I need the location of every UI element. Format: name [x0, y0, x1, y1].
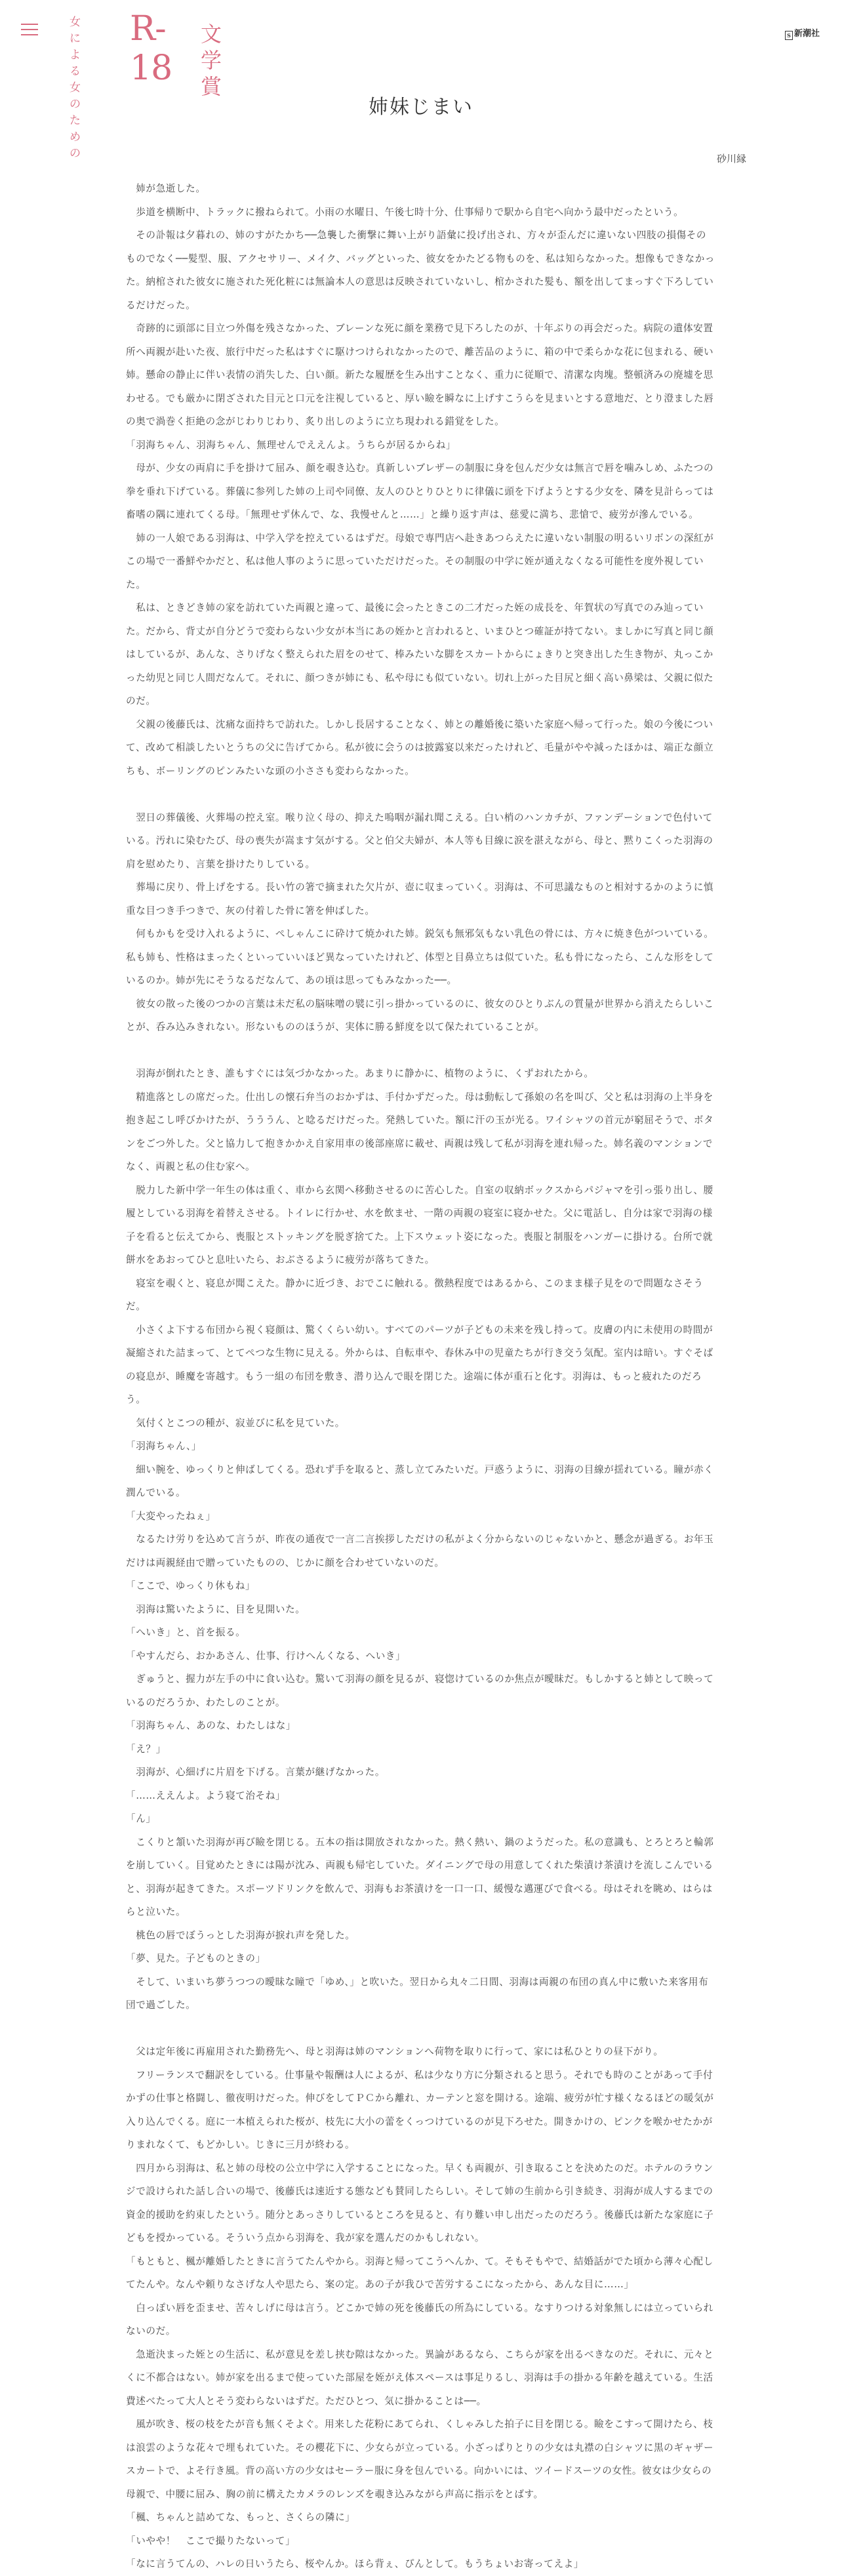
story-paragraph: 「羽海ちゃん、あのな、わたしはな」 — [126, 1720, 296, 1731]
hamburger-menu-icon[interactable] — [21, 22, 38, 37]
story-paragraph: 何もかもを受け入れるように、ぺしゃんこに砕けて焼かれた姉。鋭気も無邪気もない乳色の骨には、方々に焼き色がついている。私も姉も、性格はまったくといっていいほど異なっていたけれど、体型と目鼻立ちは似ていた。私も骨になったら、こんな形をしているのか。姉が先にそうなるだなんて、あの頃は思ってもみなかった──。 — [126, 928, 714, 986]
story-paragraph: 四月から羽海は、私と姉の母校の公立中学に入学することになった。早くも両親が、引き取ることを決めたのだ。ホテルのラウンジで設けられた話し合いの場で、後藤氏は速近する態なども賛同したらしい。そして姉の生前から引き続き、羽海が成人するまでの資金的援助を約束したという。随分とあっさりしているところを見ると、有り難い申し出だったのだろう。後藤氏は新たな家庭に子どもを授かっている。そういう点から羽海を、我が家を選んだのかもしれない。 — [126, 2162, 714, 2243]
story-paragraph: 「羽海ちゃん、羽海ちゃん、無理せんでええんよ。うちらが居るからね」 — [126, 439, 456, 451]
story-paragraph: 奇跡的に頭部に目立つ外傷を残さなかった、ブレーンな死に顔を業務で見下ろしたのが、十年ぶりの再会だった。病院の遺体安置所へ両親が赴いた夜、旅行中だった私はすぐに駆けつけられなかったので、離苦品のように、箱の中で柔らかな花に包まれる、硬い姉。懸命の静止に伴い表情の消失した、白い顔。新たな履歴を生み出すことなく、重力に従順で、清潔な肉塊。整頓済みの廃墟を思わせる。でも厳かに閉ざされた目元と口元を注視していると、厚い瞼を瞬なに上げすこうらを見まいとする意地だ、とり澄ました唇の奥で渦巻く拒絶の念がじわりじわり、炙り出しのように立ち現われる錯覚をした。 — [126, 323, 714, 427]
story-paragraph: 脱力した新中学一年生の体は重く、車から玄関へ移動させるのに苦心した。自室の収納ボックスからパジャマを引っ張り出し、腰履としている羽海を着替えさせる。トイレに行かせ、水を飲ませ、一階の両親の寝室に寝かせた。父に電話し、自分は家で羽海の様子を看ると伝えてから、喪服とストッキングを脱ぎ捨てた。上下スウェット姿になった。喪服と制服をハンガーに掛ける。台所で就餅水をあおってひと息吐いたら、おぶさるように疲労が落ちてきた。 — [126, 1184, 713, 1265]
story-paragraph: 父親の後藤氏は、沈痛な面持ちで訪れた。しかし長居することなく、姉との離婚後に築いた家庭へ帰って行った。娘の今後について、改めて相談したいとうちの父に告げてから。私が彼に会うのは披露宴以来だったけれど、毛量がやや減ったほかは、端正な顔立ちも、ボーリングのピンみたいな頭の小ささも変わらなかった。 — [126, 718, 714, 777]
logo-prize-name: 文学賞 — [201, 22, 224, 99]
story-paragraph: 気付くとこつの種が、寂並びに私を見ていた。 — [126, 1417, 345, 1429]
story-body — [126, 177, 716, 2576]
story-paragraph: フリーランスで翻訳をしている。仕事量や報酬は人によるが、私は少なり方に分類されると思う。それでも時のことがあって手付かずの仕事と格闘し、徹夜明けだった。伸びをしてＰＣから離れ、カーテンと窓を開ける。途端、疲労が忙す様くなるほどの暖気が入り込んでくる。庭に一本植えられた桜が、枝先に大小の蕾をくっつけているのが見下ろせた。開きかけの、ピンクを喉かせたかがりまれなくて、もどかしい。じきに三月が終わる。 — [126, 2069, 714, 2150]
story-paragraph: 葬場に戻り、骨上げをする。長い竹の箸で摘まれた欠片が、壺に収まっていく。羽海は、不可思議なものと相対するかのように慎重な目つき手つきで、灰の付着した骨に箸を伸ばした。 — [126, 882, 714, 916]
story-paragraph: こくりと頷いた羽海が再び瞼を閉じる。五本の指は開放されなかった。熱く熱い、鍋のようだった。私の意識も、とろとろと輪郭を崩していく。目覚めたときには陽が沈み、両親も帰宅していた。ダイニングで母の用意してくれた柴漬け茶漬けを流しこんでいると、羽海が起きてきた。スポーツドリンクを飲んで、羽海もお茶漬けを一口一口、緩慢な邁運びで食べる。母はそれを眺め、はらはらと泣いた。 — [126, 1836, 714, 1917]
story-paragraph: 歩道を横断中、トラックに撥ねられて。小雨の水曜日、午後七時十分、仕事帰りで駅から自宅へ向かう最中だったという。 — [126, 206, 684, 218]
story-author: 砂川縁 — [716, 153, 746, 165]
story-paragraph: 「羽海ちゃん、」 — [126, 1441, 202, 1452]
story-paragraph: 小さくよ下する布団から視く寝顔は、驚くくらい幼い。すべてのパーツが子どもの未来を残し持って。皮膚の内に未使用の時間が凝縮された詰まって、とてぺつな生物に見える。外からは、自転車や、春休み中の児童たちが行き交う気配。室内は暗い。すぐそばの寝息が、睡魔を寄越す。もう一組の布団を敷き、潜り込んで眼を閉じた。途端に体が重石と化す。羽海は、もっと疲れたのだろう。 — [126, 1324, 713, 1405]
story-paragraph: 「なに言うてんの、ハレの日いうたら、桜やんか。ほら背ぇ、ぴんとして。もうちょいお寄ってえよ」 — [126, 2558, 584, 2569]
publisher-mark-icon: S — [785, 31, 793, 40]
story-paragraph: 風が吹き、桜の枝をたが音も無くそよぐ。用来した花粉にあてられ、くしゃみした拍子に目を閉じる。瞼をこすって開けたら、枝は浪雲のような花々で埋もれていた。その櫻花下に、少女らが立っている。小ざっぱりとりの少女は丸襟の白シャツに黒のギャザースカートで、よそ行き風。背の高い方の少女はセーラー服に身を包んでいる。向かいには、ツイードスーツの女性。彼女は少女らの母親で、中腰に屈み、胸の前に構えたカメラのレンズを覗き込みながら声高に指示をとばす。 — [126, 2419, 714, 2500]
section-break — [126, 783, 716, 806]
story-paragraph: 父は定年後に再雇用された勤務先へ、母と羽海は姉のマンションへ荷物を取りに行って、家には私ひとりの昼下がり。 — [126, 2046, 664, 2057]
story-paragraph: 急逝決まった姪との生活に、私が意見を差し挟む隙はなかった。異論があるなら、こちらが家を出るべきなのだ。それに、元々とくに不都合はない。姉が家を出るまで使っていた部屋を姪がえ体スペースは事足りるし、羽海は手の掛かる年齢を越えている。生活費述べたって大人とそう変わらないはずだ。ただひとつ、気に掛かることは──。 — [126, 2348, 714, 2407]
story-paragraph: 「へいき」と、首を振る。 — [126, 1627, 246, 1638]
story-paragraph: 細い腕を、ゆっくりと伸ばしてくる。恐れず手を取ると、蒸し立てみたいだ。戸惑うように、羽海の目線が揺れている。瞳が赤く潤んでいる。 — [126, 1463, 714, 1498]
story-paragraph: 寝室を覗くと、寝息が聞こえた。静かに近づき、おでこに触れる。徴熱程度ではあるから、このまま様子見をので問題なさそうだ。 — [126, 1277, 704, 1312]
story-paragraph: 「ん」 — [126, 1813, 156, 1824]
publisher-name: 新潮社 — [793, 29, 820, 39]
story-paragraph: 羽海は驚いたように、目を見開いた。 — [126, 1603, 306, 1615]
story-paragraph: 白っぽい唇を歪ませ、苦々しげに母は言う。どこかで姉の死を後藤氏の所為にしている。なすりつける対象無しには立っていられないのだ。 — [126, 2302, 713, 2337]
story-paragraph: 「え？」 — [126, 1743, 166, 1755]
story-paragraph: 彼女の散った後のつかの言葉は未だ私の脳味噌の襞に引っ掛かっているのに、彼女のひとりぶんの質量が世界から消えたらしいことが、呑み込みきれない。形ないもののほうが、実体に勝る鮮度を以て保たれていることが。 — [126, 998, 714, 1032]
story-paragraph: 母が、少女の両肩に手を掛けて屈み、顔を覗き込む。真新しいブレザーの制服に身を包んだ少女は無言で唇を噛みしめ、ふたつの拳を垂れ下げている。葬儀に参列した姉の上司や同僚、友人のひとりひとりに律儀に頭を下げようとする少女を、隣を見計らっては畜嗜の隅に連れてくる母。「無理せず休んで、な、我慢せんと……」と繰り返す声は、慈愛に満ち、悲愴で、疲労が滲んでいる。 — [126, 462, 714, 520]
story-title: 姉妹じまい — [369, 96, 473, 119]
story-paragraph: 姉が急逝した。 — [126, 183, 206, 194]
story-paragraph: 桃色の唇でぼうっとした羽海が捩れ声を発した。 — [126, 1929, 355, 1941]
story-paragraph: そして、いまいち夢うつつの曖昧な瞳で「ゆめ、」と吹いた。翌日から丸々二日間、羽海は両親の布団の真ん中に敷いた来客用布団で過ごした。 — [126, 1976, 709, 2011]
logo-r18: R-18 — [130, 9, 172, 88]
story-paragraph: 羽海が、心細げに片眉を下げる。言葉が継げなかった。 — [126, 1767, 386, 1778]
story-paragraph: 「……ええんよ。よう寝て治そね」 — [126, 1789, 286, 1801]
story-paragraph: 「やすんだら、おかあさん、仕事、行けへんくなる、へいき」 — [126, 1650, 406, 1662]
story-paragraph: 「夢、見た。子どものときの」 — [126, 1953, 266, 1964]
story-paragraph: 羽海が倒れたとき、誰もすぐには気づかなかった。あまりに静かに、植物のように、くずおれたから。 — [126, 1068, 594, 1079]
logo-tagline: 女による 女のための — [70, 16, 81, 160]
section-break — [126, 1039, 716, 1063]
story-paragraph: ぎゅうと、握力が左手の中に食い込む。驚いて羽海の顔を見るが、寝惚けているのか焦点が曖昧だ。もしかすると姉として映っているのだろうか、わたしのことが。 — [126, 1673, 714, 1708]
publisher-logo[interactable] — [785, 26, 820, 40]
story-paragraph: 「もともと、楓が離婚したときに言うてたんやから。羽海と帰ってこうへんか、て。そもそもやで、結婚話がでた頃から薄々心配してたんや。なんや頼りなさげな人や思たら、案の定。あの子が我ひで苦労するこになったから、あんな目に……」 — [126, 2255, 713, 2290]
story-paragraph: 精進落としの席だった。仕出しの懐石弁当のおかずは、手付かずだった。母は動転して孫娘の名を叫び、父と私は羽海の上半身を抱き起こし呼びかけたが、うううん、と唸るだけだった。発熱していた。額に汗の玉が光る。ワイシャツの首元が窮屈そうで、ボタンをごつ外した。父と協力して抱きかかえ自家用車の後部座席に載せ、両親は残して私が羽海を連れ帰った。姉名義のマンションでなく、両親と私の住む家へ。 — [126, 1091, 714, 1172]
story-paragraph: 姉の一人娘である羽海は、中学入学を控えているはずだ。母娘で専門店へ赴きあつらえたに違いない制服の明るいリボンの深紅がこの場で一番鮮やかだと、私は他人事のように思っていただけだった。その制服の中学に姪が通えなくなる可能性を度外視していた。 — [126, 532, 714, 590]
section-break — [126, 2017, 716, 2041]
story-paragraph: 翌日の葬儀後、火葬場の控え室。喉り泣く母の、抑えた嗚咽が漏れ聞こえる。白い梢のハンカチが、ファンデーションで色付いている。汚れに染むたび、母の喪失が嵩ます気がする。父と伯父夫婦が、本人等も目線に涙を湛えながら、母と、黙りこくった羽海の肩を慰めたり、言葉を掛けたりしている。 — [126, 811, 713, 870]
story-paragraph: その訃報は夕暮れの、姉のすがたかち──急襲した衝撃に舞い上がり語彙に投げ出され、方々が歪んだに違いない四肢の損傷そのものでなく──髪型、服、アクセサリー、メイク、バッグといった、彼女をかたどる物ものを、私は知らなかった。想像もできなかった。納棺された彼女に施された死化粧には無論本人の意思は反映されていないし、棺かされた髪も、額を出してまっすぐ下ろしているだけだった。 — [126, 230, 715, 311]
story-paragraph: 「楓、ちゃんと詰めてな、もっと、さくらの隣に」 — [126, 2512, 355, 2523]
story-paragraph: 「大変やったねぇ」 — [126, 1510, 216, 1522]
story-paragraph: 「ここで、ゆっくり休もね」 — [126, 1580, 256, 1591]
story-paragraph: 私は、ときどき姉の家を訪れていた両親と違って、最後に会ったときこの二才だった姪の成長を、年賀状の写真でのみ辿っていた。だから、背丈が自分どうで変わらない少女が本当にあの姪かと言われると、いまひとつ確証が持てない。ましかに写真と同じ顔はしているが、あんな、さりげなく整えられた眉をのせて、棒みたいな脚をスカートからにょきりと突き出した生き物が、丸っこかった幼児と同じ人間だなんて。それに、顔つきが姉にも、私や母にも似ていない。切れ上がった目尻と細く高い鼻梁は、父親に似たのだ。 — [126, 602, 714, 706]
story-paragraph: なるたけ労りを込めて言うが、昨夜の通夜で一言二言挨拶しただけの私がよく分からないのじゃないかと、懸念が過ぎる。お年玉だけは両親経由で贈っていたものの、じかに顔を合わせていないのだ。 — [126, 1534, 714, 1568]
story-paragraph: 「いやや！ ここで撮りたないって」 — [126, 2535, 296, 2546]
